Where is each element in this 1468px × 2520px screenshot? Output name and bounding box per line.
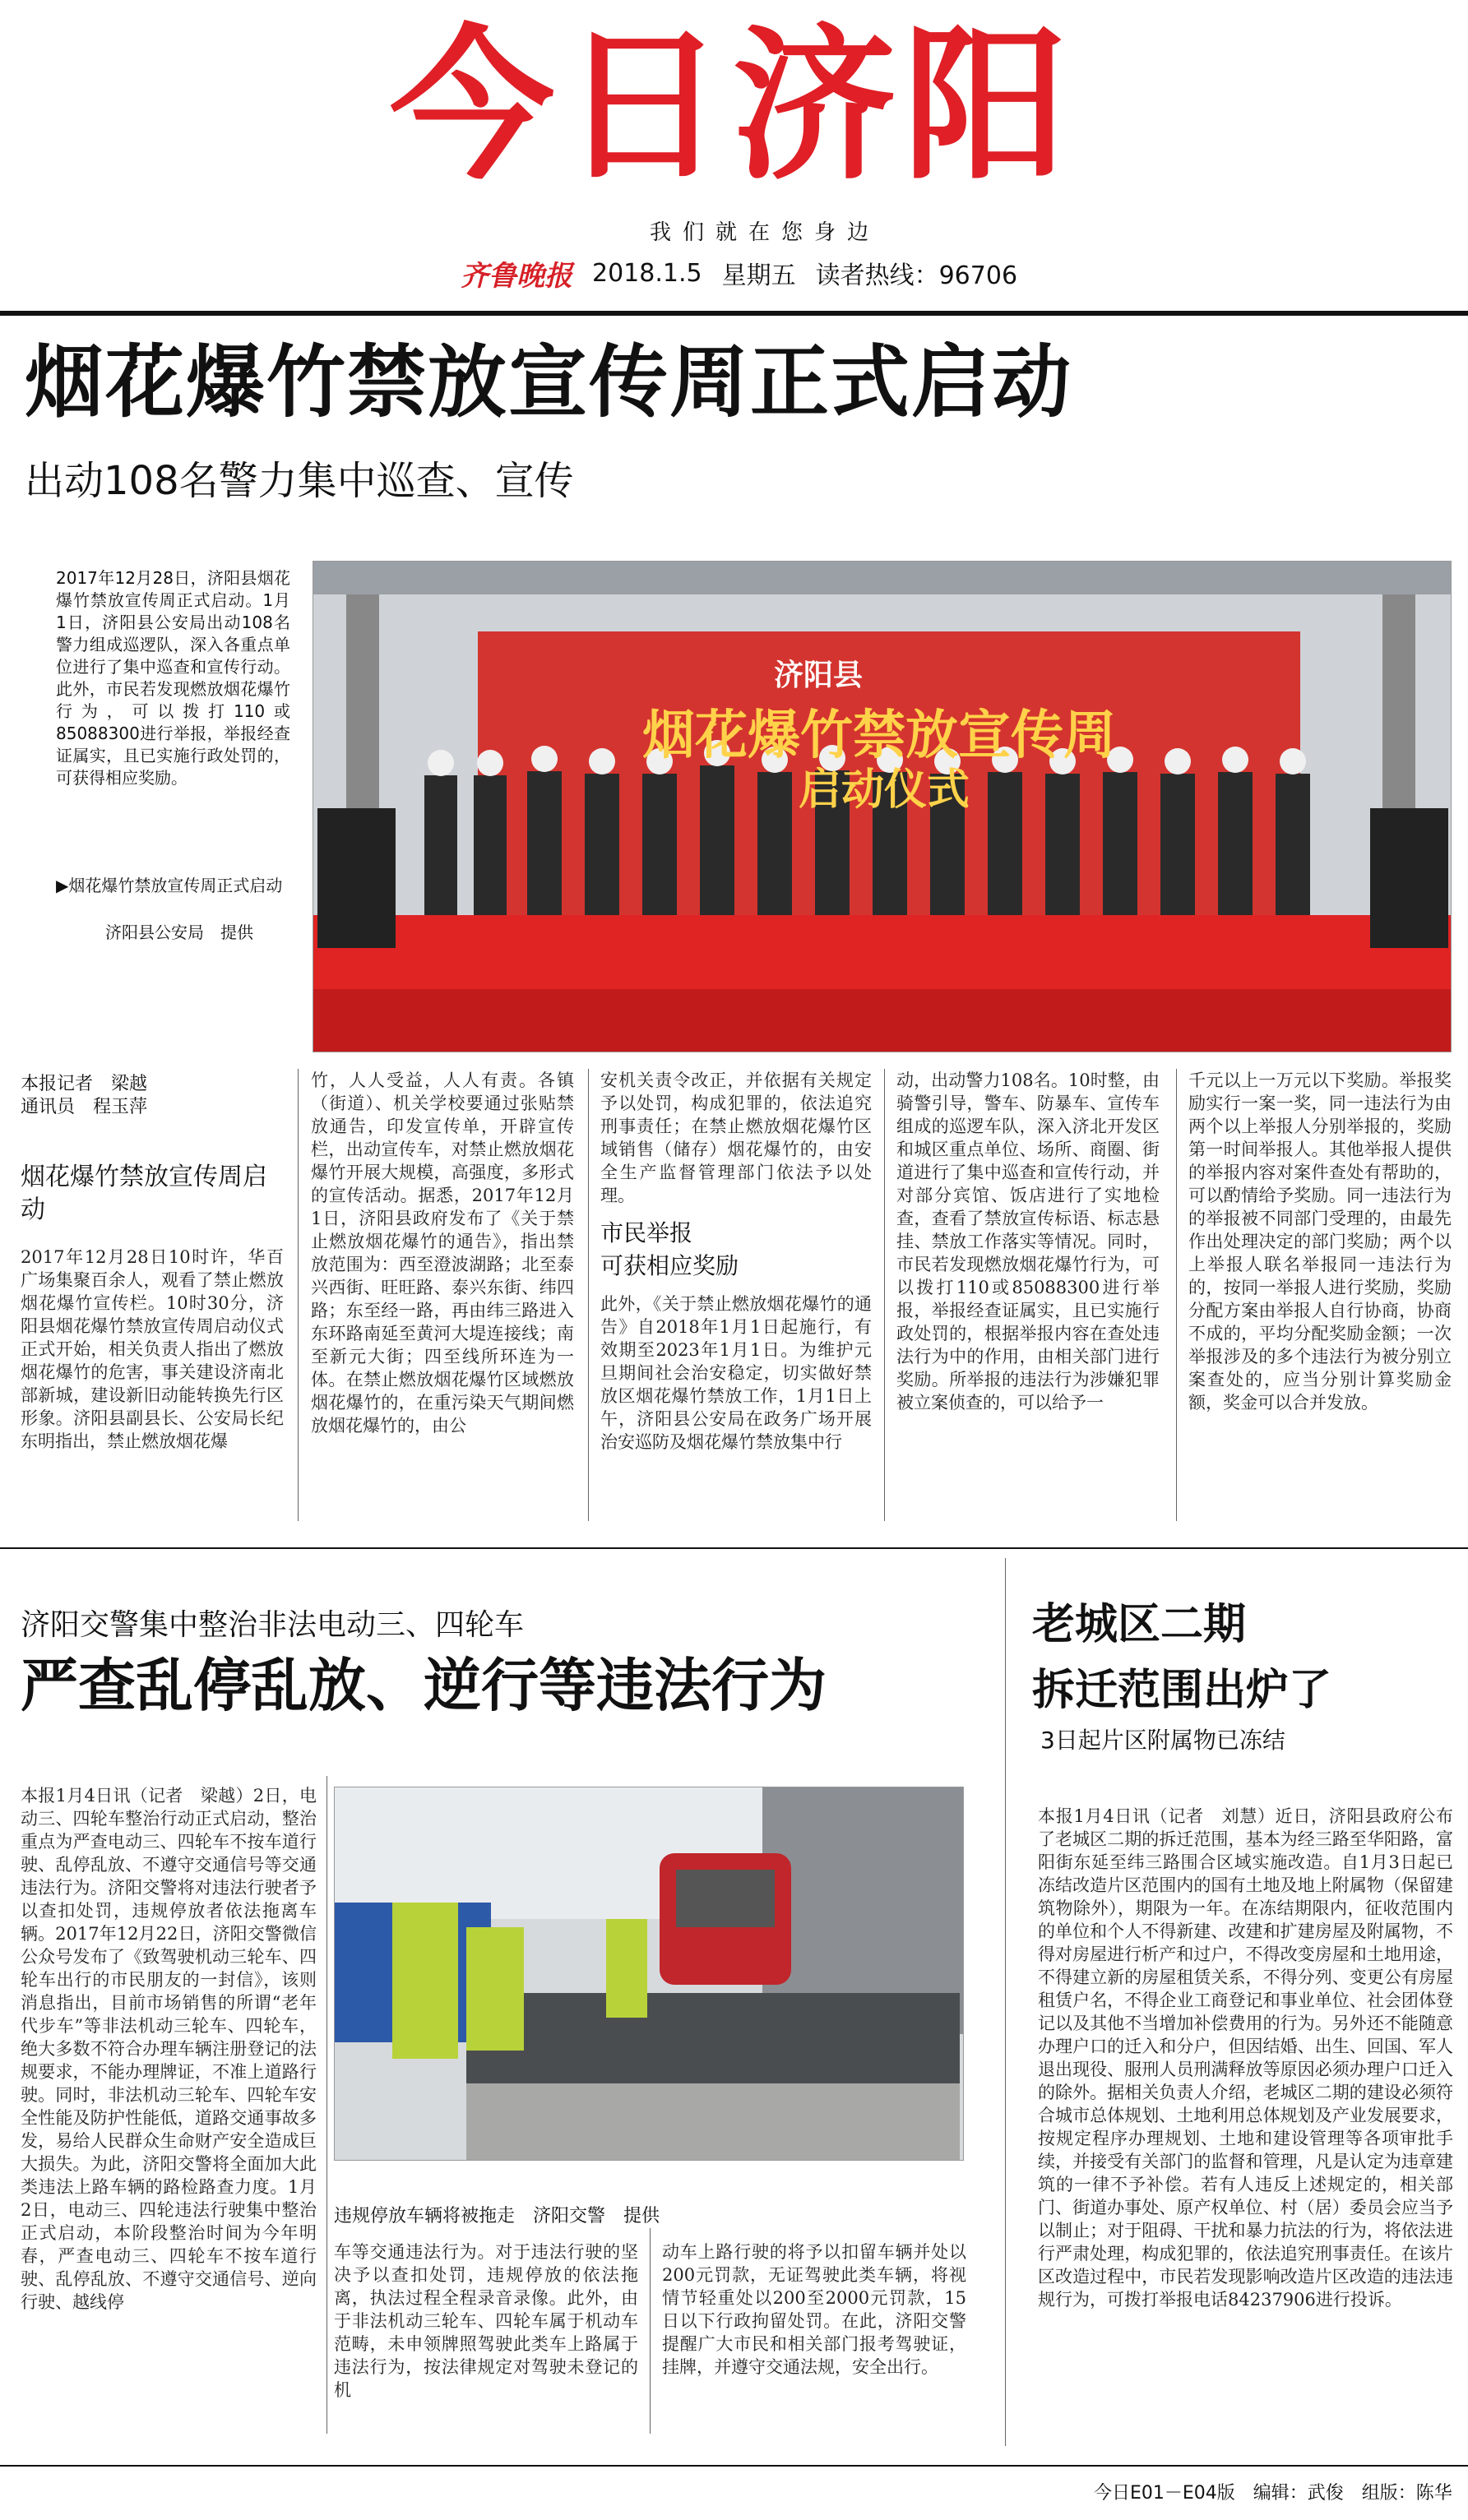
article-column-3 [600, 1069, 872, 1517]
column-divider [1005, 1558, 1006, 2446]
lead-summary: 2017年12月28日，济阳县烟花爆竹禁放宣传周正式启动。1月1日，济阳县公安局出动108名警力组成巡逻队，深入各重点单位进行了集中巡查和宣传行动。此外，市民若发现燃放烟花爆竹行为，可以拨打110或85088300进行举报，举报经查证属实，且已实施行政处罚的，可获得相应奖励。 [56, 568, 290, 788]
section-rule [0, 1547, 1468, 1549]
column-3-bottom: 此外，《关于禁止燃放烟花爆竹的通告》自2018年1月1日起施行，有效期至2023年1月1日。为维护元旦期间社会治安稳定，切实做好禁放区烟花爆竹禁放工作，1月1日上午，济阳县公安局在政务广场开展治安巡防及烟花爆竹禁放集中行 [600, 1294, 872, 1452]
stage-banner-main: 烟花爆竹禁放宣传周 [642, 705, 1116, 766]
section-heading: 市民举报 可获相应奖励 [600, 1219, 739, 1279]
issue-date: 2018.1.5 [592, 258, 702, 288]
photo-caption: ▶烟花爆竹禁放宣传周正式启动 [56, 876, 283, 895]
story2-headline: 严查乱停乱放、逆行等违法行为 [21, 1652, 827, 1719]
story2-column-1: 本报1月4日讯（记者 梁越）2日，电动三、四轮车整治行动正式启动，整治重点为严查电动三、四轮车不按车道行驶、乱停乱放、不遵守交通信号等交通违法行为。济阳交警将对违法行驶者予以查扣处罚，违规停放者依法拖离车辆。2017年12月22日，济阳交警微信公众号发布了《致驾驶机动三轮车、四轮车出行的市民朋友的一封信》，该则消息指出，目前市场销售的所谓“老年代步车”等非法机动三轮车、四轮车，绝大多数不符合办理车辆注册登记的法规要求，不能办理牌证，不准上道路行驶。同时，非法机动三轮车、四轮车安全性能及防护性能低，道路交通事故多发，易给人民群众生命财产安全造成巨大损失。为此，济阳交警将全面加大此类违法上路车辆的路检路查力度。1月2日，电动三、四轮违法行驶集中整治正式启动，本阶段整治时间为今年明春，严查电动三、四轮车不按车道行驶、乱停乱放、不遵守交通信号、逆向行驶、越线停 [21, 1786, 317, 2312]
story2-kicker: 济阳交警集中整治非法电动三、四轮车 [21, 1608, 525, 1642]
column-divider [650, 2228, 651, 2434]
article-column-2: 竹，人人受益，人人有责。各镇（街道）、机关学校要通过张贴禁放通告，印发宣传单，开辟宣传栏，出动宣传车，对禁止燃放烟花爆竹开展大规模，高强度，多形式的宣传活动。据悉，2017年12月1日，济阳县政府发布了《关于禁止燃放烟花爆竹的通告》，指出禁放范围为：西至澄波湖路；北至泰兴西街、旺旺路、泰兴东街、纬四路；东至经一路，再由纬三路进入东环路南延至黄河大堤连接线；南至新元大街；四至线所环连为一体。在禁止燃放烟花爆竹区域燃放烟花爆竹的，在重污染天气期间燃放烟花爆竹的，由公 [311, 1070, 574, 1436]
byline [21, 1073, 147, 1119]
masthead-slogan: 我们就在您身边 [649, 220, 880, 245]
column-divider [1176, 1069, 1177, 1521]
dateline [461, 257, 1036, 293]
byline-reporter: 本报记者 梁越 [21, 1074, 148, 1094]
column-divider [588, 1069, 589, 1521]
masthead-title: 今日济阳 [389, 11, 1074, 202]
footer: 今日E01－E04版 编辑：武俊 组版：陈华 [1094, 2483, 1452, 2504]
masthead-rule [0, 311, 1468, 316]
column-divider [298, 1069, 299, 1521]
lead-headline: 烟花爆竹禁放宣传周正式启动 [25, 336, 1072, 428]
column-3-top: 安机关责令改正，并依据有关规定予以处罚，构成犯罪的，依法追究刑事责任；在禁止燃放烟花爆竹区域销售（储存）烟花爆竹的，由安全生产监督管理部门依法予以处理。 [600, 1070, 872, 1205]
story3-subheadline: 3日起片区附属物已冻结 [1040, 1727, 1285, 1754]
byline-correspondent: 通讯员 程玉萍 [21, 1097, 148, 1117]
stage-banner-top: 济阳县 [774, 659, 864, 692]
column-divider [326, 1776, 327, 2434]
lead-subheadline: 出动108名警力集中巡查、宣传 [25, 458, 574, 504]
tow-truck-photo [334, 1787, 964, 2161]
launch-ceremony-photo [313, 561, 1452, 1052]
tow-scene-illustration [335, 1787, 964, 2161]
column-divider [884, 1069, 885, 1521]
stage-banner-sub: 启动仪式 [799, 765, 970, 815]
story2-column-2: 车等交通违法行为。对于违法行驶的坚决予以查扣处罚，违规停放的依法拖离，执法过程全程录音录像。此外，由于非法机动三轮车、四轮车属于机动车范畴，未申领牌照驾驶此类车上路属于违法行为，按法律规定对驾驶未登记的机 [334, 2242, 638, 2400]
footer-rule [0, 2465, 1468, 2467]
story3-headline: 老城区二期 拆迁范围出炉了 [1032, 1600, 1332, 1715]
photo-credit: 济阳县公安局 提供 [105, 922, 253, 942]
article-column-4: 动，出动警力108名。10时整，由骑警引导，警车、防暴车、宣传车组成的巡逻车队，深入济北开发区和城区重点单位、场所、商圈、街道进行了集中巡查和宣传行动，并对部分宾馆、饭店进行了实地检查，查看了禁放宣传标语、标志悬挂、禁放工作落实等情况。同时，市民若发现燃放烟花爆竹行为，可以拨打110或85088300进行举报，举报经查证属实，且已实施行政处罚的，根据举报内容在查处违法行为中的作用，由相关部门进行奖励。所举报的违法行为涉嫌犯罪被立案侦查的，可以给予一 [896, 1070, 1160, 1413]
article-column-1: 2017年12月28日10时许，华百广场集聚百余人，观看了禁止燃放烟花爆竹宣传栏。10时30分，济阳县烟花爆竹禁放宣传周启动仪式正式开始，相关负责人指出了燃放烟花爆竹的危害，事关建设济南北部新城，建设新旧动能转换先行区形象。济阳县副县长、公安局长纪东明指出，禁止燃放烟花爆 [21, 1247, 284, 1451]
story2-photo-caption: 违规停放车辆将被拖走 济阳交警 提供 [334, 2206, 660, 2226]
article-column-5: 千元以上一万元以下奖励。举报奖励实行一案一奖，同一违法行为由两个以上举报人分别举报的，奖励第一时间举报人。其他举报人提供的举报内容对案件查处有帮助的，可以酌情给予奖励。同一违法行为的举报被不同部门受理的，由最先作出处理决定的部门奖励；两个以上举报人联名举报同一违法行为的，按同一举报人进行奖励，奖励分配方案由举报人自行协商，协商不成的，平均分配奖励金额；一次举报涉及的多个违法行为被分别立案查处的，应当分别计算奖励金额，奖金可以合并发放。 [1188, 1070, 1452, 1413]
issue-weekday: 星期五 [721, 261, 796, 290]
reader-hotline: 读者热线：96706 [815, 261, 1018, 290]
story3-body: 本报1月4日讯（记者 刘慧）近日，济阳县政府公布了老城区二期的拆迁范围，基本为经三路至华阳路，富阳街东延至纬三路围合区域实施改造。自1月3日起已冻结改造片区范围内的国有土地及地上附属物（保留建筑物除外），期限为一年。在冻结期限内，征收范围内的单位和个人不得新建、改建和扩建房屋及附属物，不得对房屋进行析产和过户，不得改变房屋和土地用途，不得建立新的房屋租赁关系，不得分列、变更公有房屋租赁户名，不得企业工商登记和事业单位、社会团体登记以及其他不当增加补偿费用的行为。另外还不能随意办理户口的迁入和分户，但因结婚、出生、回国、军人退出现役、服刑人员刑满释放等原因必须办理户口迁入的除外。据相关负责人介绍，老城区二期的建设必须符合城市总体规划、土地利用总体规划及产业发展要求，按规定程序办理规划、土地和建设管理等各项审批手续，并接受有关部门的监督和管理，凡是认定为违章建筑的一律不予补偿。若有人违反上述规定的，相关部门、街道办事处、原产权单位、村（居）委员会应当予以制止；对于阻碍、干扰和暴力抗法的行为，将依法进行严肃处理，构成犯罪的，依法追究刑事责任。在该片区改造过程中，市民若发现影响改造片区改造的违法违规行为，可拨打举报电话84237906进行投诉。 [1038, 1806, 1453, 2310]
story2-column-3: 动车上路行驶的将予以扣留车辆并处以200元罚款，无证驾驶此类车辆，将视情节轻重处以200至2000元罚款，15日以下行政拘留处罚。在此，济阳交警提醒广大市民和相关部门报考驾驶证，挂牌，并遵守交通法规，安全出行。 [662, 2242, 966, 2377]
section-heading: 烟花爆竹禁放宣传周启动 [21, 1163, 267, 1224]
brand-logo: 齐鲁晚报 [461, 259, 572, 293]
